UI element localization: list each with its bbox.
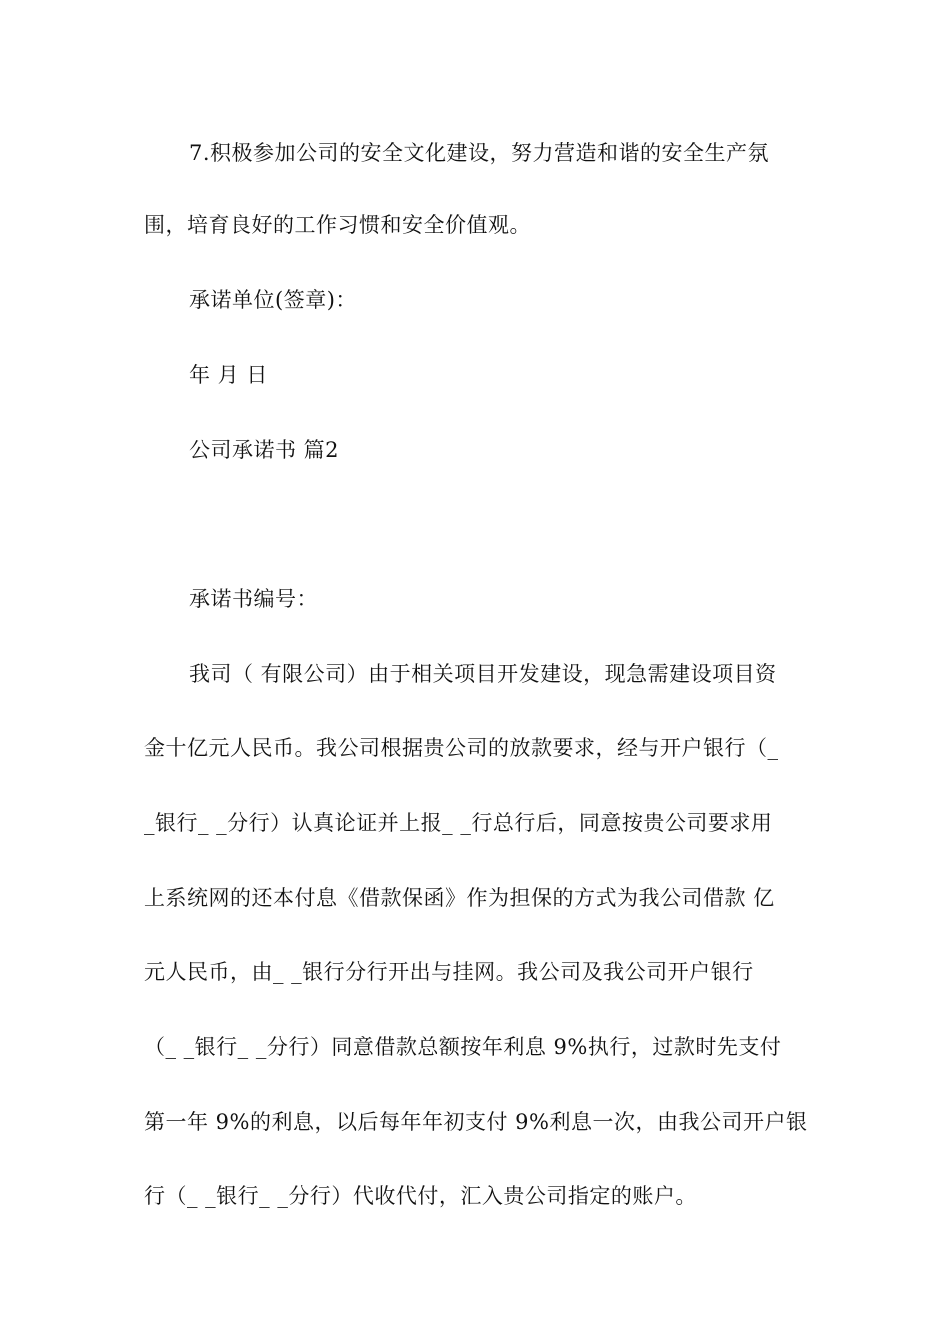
- paragraph-body-line3: _银行_ _分行）认真论证并上报_ _行总行后，同意按贵公司要求用: [144, 811, 773, 835]
- paragraph-item7-line1: 7.积极参加公司的安全文化建设，努力营造和谐的安全生产氛: [189, 141, 770, 165]
- signature-unit-label: 承诺单位(签章)：: [189, 288, 357, 312]
- paragraph-body-line2: 金十亿元人民币。我公司根据贵公司的放款要求，经与开户银行（_: [144, 736, 779, 760]
- paragraph-body-line6: （_ _银行_ _分行）同意借款总额按年利息 9%执行，过款时先支付: [144, 1035, 782, 1059]
- paragraph-body-line7: 第一年 9%的利息，以后每年年初支付 9%利息一次，由我公司开户银: [144, 1110, 808, 1134]
- commitment-number-label: 承诺书编号：: [189, 587, 318, 611]
- date-line: 年 月 日: [189, 363, 268, 387]
- paragraph-body-line4: 上系统网的还本付息《借款保函》作为担保的方式为我公司借款 亿: [144, 886, 775, 910]
- paragraph-body-line1: 我司（ 有限公司）由于相关项目开发建设，现急需建设项目资: [189, 662, 777, 686]
- paragraph-item7-line2: 围，培育良好的工作习惯和安全价值观。: [144, 213, 531, 237]
- section-heading: 公司承诺书 篇2: [189, 438, 340, 462]
- paragraph-body-line8: 行（_ _银行_ _分行）代收代付，汇入贵公司指定的账户。: [144, 1184, 697, 1208]
- paragraph-body-line5: 元人民币，由_ _银行分行开出与挂网。我公司及我公司开户银行: [144, 960, 754, 984]
